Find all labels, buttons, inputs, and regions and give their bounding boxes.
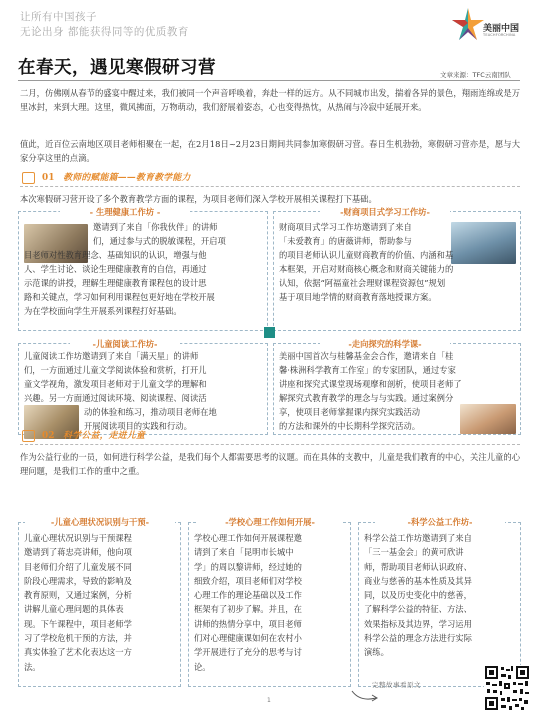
- box-child-psychology-line: 目老师们介绍了儿童发展不同: [24, 561, 132, 572]
- box-school-psychology-line: 们对心理健康课如何在农村小: [194, 633, 302, 644]
- box-science-philanthropy-line: 科学公益的理念方法进行实际: [364, 633, 472, 644]
- box-science-philanthropy-text: [364, 531, 518, 660]
- section-1-lead: 本次寒假研习营开设了多个教育教学方面的课程，为项目老师们深入学校开展相关课程打下基础。: [20, 194, 377, 204]
- box-school-psychology-line: 讲师的热情分享中，项目老师: [194, 618, 302, 629]
- section-2-lead: 作为公益行业的一员，如何进行科学公益，是我们每个人都需要思考的议题。而在具体的支教中，儿童是我们教育的中心，关注儿童的心理问题，是我们工作的重中之重。: [20, 452, 520, 477]
- title-divider: [18, 80, 520, 81]
- box-physiology-line-3: 目老师对性教育理念、基础知识的认识，增强与他: [24, 250, 207, 260]
- section-1-number: 01: [42, 173, 55, 183]
- box-science-philanthropy-title: -科学公益工作坊-: [375, 516, 505, 528]
- box-science-philanthropy-line: 科学公益工作坊邀请到了来自: [364, 533, 472, 543]
- arrow-icon: [350, 688, 380, 704]
- box-physiology-line-1: 邀请到了来自「你我伙伴」的讲师: [93, 222, 218, 232]
- box-science-line-2: 馨·株洲科学教育工作室」的专家团队，通过专家: [279, 365, 456, 375]
- box-science-line-3: 讲座和探究式课堂现场观摩和剖析，使项目老师了: [279, 379, 462, 389]
- box-science-line-1: 美丽中国首次与桂馨基金会合作，邀请来自「桂: [279, 351, 454, 361]
- box-reading-line-1: 儿童阅读工作坊邀请到了来自「满天星」的讲师: [24, 351, 199, 361]
- box-reading-line-2: 们，一方面通过儿童文学阅读体验和赏析，打开儿: [24, 365, 207, 375]
- box-child-psychology-text: [24, 531, 178, 674]
- box-reading-line-6: 开展阅读项目的实践和行动。: [84, 421, 192, 431]
- box-child-psychology-line: 真实体验了艺术化表达这一方: [24, 647, 132, 658]
- box-physiology-line-5: 示范课的讲授，理解生理健康教育课程包的设计思: [24, 278, 207, 288]
- box-child-psychology-line: 教育原则，又通过案例，分析: [24, 590, 132, 601]
- box-science-line-4: 解探究式教育教学的理念与与实践。通过案例分: [279, 393, 454, 403]
- box-child-psychology-line: 现。下午课程中，项目老师学: [24, 618, 132, 629]
- box-science-philanthropy-line: 同，以及历史变化中的慈善，: [364, 590, 472, 601]
- box-physiology-line-4: 人、学生讨论、谈论生理健康教育的自信，再通过: [24, 264, 207, 274]
- article-title: 在春天，遇见寒假研习营: [18, 58, 216, 78]
- box-child-psychology-line: 讲解儿童心理问题的具体表: [24, 604, 124, 615]
- box-physiology-line-6: 路和关键点，学习如何利用课程包更好地在学校开展: [24, 292, 215, 302]
- box-school-psychology-line: 心理工作的理论基础以及工作: [194, 590, 302, 601]
- box-physiology-line-7: 为在学校面向学生开展系列课程打好基础。: [24, 306, 182, 316]
- box-finance-line-6: 基于项目地学情的财商教育落地授课方案。: [279, 292, 437, 302]
- box-physiology-line-2: 们，通过参与式的脱敏课程，开启项: [93, 236, 226, 246]
- box-science-line-5: 享，使项目老师掌握课内探究实践活动: [279, 407, 421, 417]
- box-finance-line-5: 认知，依据“阿福童社会理财课程资源包”规划: [279, 278, 446, 288]
- box-science-philanthropy-line: 演练。: [364, 647, 389, 658]
- qr-code-icon[interactable]: [484, 665, 530, 711]
- slogan-line-1: 让所有中国孩子: [20, 11, 97, 23]
- box-child-psychology-title: -儿童心理状况识别与干预-: [25, 516, 175, 528]
- box-child-psychology-line: 阶段心理需求，导致的影响及: [24, 575, 132, 586]
- section-2-number: 02: [42, 431, 55, 441]
- logo-subtext: TEACHFORCHINA: [483, 33, 516, 37]
- box-school-psychology-line: 学校心理工作如何开展课程邀: [194, 533, 302, 543]
- read-original-note[interactable]: 完整故事看原文: [372, 681, 421, 689]
- box-finance-line-2: 「未爱教育」的唐薇讲师，帮助参与: [279, 236, 412, 246]
- box-science-philanthropy-line: 师，帮助项目老师认识政府、: [364, 561, 472, 572]
- box-school-psychology-line: 请到了来自「昆明市长城中: [194, 547, 294, 558]
- section-2-heading: 科学公益，走进儿童: [63, 431, 146, 441]
- box-finance-line-4: 本框架，开启对财商核心概念和财商关键能力的: [279, 264, 454, 274]
- box-reading-title: -儿童阅读工作坊-: [70, 338, 180, 350]
- section-1-title: [42, 171, 191, 185]
- box-school-psychology-line: 学」的周以黎讲师，经过她的: [194, 561, 302, 572]
- box-science-philanthropy-line: 效果指标及其边界，学习运用: [364, 618, 472, 629]
- box-science-philanthropy-line: 「三一基金会」的黄可欣讲: [364, 547, 464, 558]
- logo-text: 美丽中国: [483, 24, 520, 34]
- logo-star-icon: [450, 6, 486, 42]
- box-reading-line-3: 童文学视角，激发项目老师对于儿童文学的理解和: [24, 379, 207, 389]
- box-finance-line-3: 的项目老师认识儿童财商教育的价值、内涵和基: [279, 250, 454, 260]
- center-decoration: [264, 327, 275, 338]
- box-physiology-title: - 生理健康工作坊 -: [60, 206, 190, 218]
- box-school-psychology-line: 细致介绍，项目老师们对学校: [194, 575, 302, 586]
- slogan-line-2: 无论出身 都能获得同等的优质教育: [20, 26, 189, 38]
- book-icon: [22, 430, 35, 442]
- box-school-psychology-title: -学校心理工作如何开展-: [198, 516, 342, 528]
- box-reading-line-4: 兴趣。另一方面通过阅读环境、阅读课程、阅读活: [24, 393, 207, 403]
- box-child-psychology-line: 习了学校危机干预的方法，并: [24, 633, 132, 644]
- page-number: 1: [267, 697, 271, 704]
- box-science-line-6: 的方法和课外的中长期科学探究活动。: [279, 421, 421, 431]
- box-finance-line-1: 财商项目式学习工作坊邀请到了来自: [279, 222, 412, 232]
- box-finance-title: -财商项目式学习工作坊-: [320, 206, 450, 218]
- book-icon: [22, 172, 35, 184]
- box-reading-line-5: 动的体验和练习，推动项目老师在地: [84, 407, 217, 417]
- box-science-title: -走向探究的科学课-: [320, 338, 450, 350]
- box-science-philanthropy-line: 商业与慈善的基本性质及其异: [364, 575, 472, 586]
- section-2-title: [42, 429, 145, 443]
- box-child-psychology-line: 法。: [24, 661, 41, 672]
- box-child-psychology-line: 儿童心理状况识别与干预课程: [24, 533, 132, 543]
- intro-paragraph-1: 二月，仿佛刚从春节的盛宴中醒过来，我们被同一个声音呼唤着，奔赴一样的远方。从不同城市出发，揣着各异的景色，翔雨连绵或是万里冰封，来到大理。这里，微风拂面，万物萌动，我们舒展着姿态，心也变得热忱，从热闹与冷寂中延展开来。: [20, 88, 520, 113]
- box-school-psychology-line: 论。: [194, 661, 211, 672]
- box-school-psychology-line: 学开展进行了充分的思考与讨: [194, 647, 302, 658]
- box-school-psychology-line: 框架有了初步了解。并且，在: [194, 604, 302, 615]
- article-source: 文章来源：TFC云南团队: [440, 71, 511, 79]
- section-1-heading: 教师的赋能篇——教育教学能力: [63, 173, 191, 183]
- intro-paragraph-2: 值此，近百位云南地区项目老师相聚在一起，在2月18日~2月23日期间共同参加寒假研习营。春日生机勃勃，寒假研习营亦是，愿与大家分享这里的点滴。: [20, 139, 520, 164]
- box-science-philanthropy-line: 了解科学公益的特征、方法、: [364, 604, 472, 615]
- box-child-psychology-line: 邀请到了蒋忠亮讲师，他向项: [24, 547, 132, 558]
- box-school-psychology-text: [194, 531, 348, 674]
